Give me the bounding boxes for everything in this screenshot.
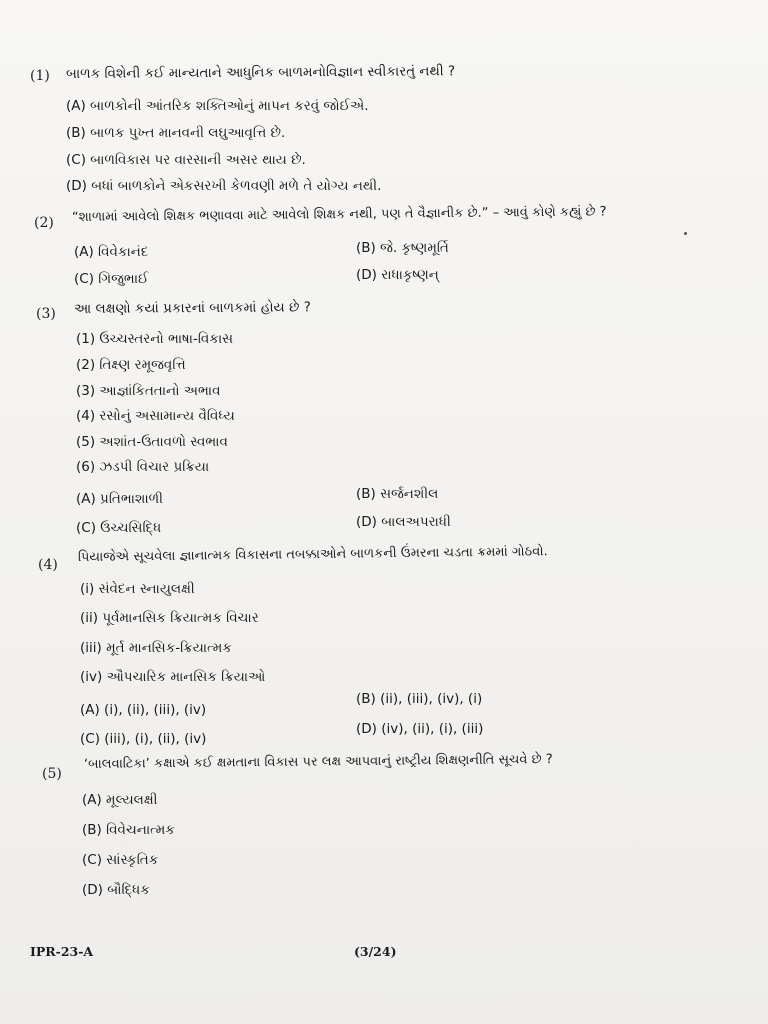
option-a: (A) પ્રતિભાશાળી bbox=[76, 491, 164, 507]
list-item: (2) તિક્ષ્ણ રમૂજવૃત્તિ bbox=[76, 357, 186, 373]
list-item: (ii) પૂર્વમાનસિક ક્રિયાત્મક વિચાર bbox=[80, 610, 259, 626]
option-c: (C) સાંસ્કૃતિક bbox=[82, 852, 159, 868]
stray-mark bbox=[684, 232, 687, 235]
option-d: (D) બાલઅપરાધી bbox=[356, 514, 451, 530]
question-text: “શાળામાં આવેલો શિક્ષક ભણાવવા માટે આવેલો શિક્ષક નથી, પણ તે વૈજ્ઞાનીક છે.” – આવું કોણે કહ્યું છે ? bbox=[71, 204, 607, 225]
question-number: (1) bbox=[30, 68, 50, 84]
list-item: (iv) ઔપચારિક માનસિક ક્રિયાઓ bbox=[80, 669, 266, 685]
option-b: (B) (ii), (iii), (iv), (i) bbox=[356, 691, 483, 707]
option-d: (D) (iv), (ii), (i), (iii) bbox=[356, 721, 484, 737]
question-text: આ લક્ષણો કયાં પ્રકારનાં બાળકમાં હોય છે ? bbox=[73, 299, 311, 317]
question-number: (5) bbox=[42, 766, 62, 782]
page-number: (3/24) bbox=[354, 944, 397, 959]
question-text: પિયાજેએ સૂચવેલા જ્ઞાનાત્મક વિકાસના તબક્કાઓને બાળકની ઉંમરના ચડતા ક્રમમાં ગોઠવો. bbox=[77, 544, 548, 565]
option-b: (B) બાળક પુખ્ત માનવની લઘુઆવૃત્તિ છે. bbox=[66, 125, 286, 141]
list-item: (6) ઝડપી વિચાર પ્રક્રિયા bbox=[76, 459, 210, 475]
option-a: (A) (i), (ii), (iii), (iv) bbox=[80, 702, 207, 718]
question-number: (4) bbox=[38, 557, 58, 573]
list-item: (1) ઉચ્ચસ્તરનો ભાષા-વિકાસ bbox=[76, 331, 234, 347]
option-a: (A) મૂલ્યલક્ષી bbox=[82, 792, 158, 808]
option-d: (D) બધાં બાળકોને એકસરખી કેળવણી મળે તે યોગ્ય નથી. bbox=[66, 178, 382, 194]
option-b: (B) સર્જનશીલ bbox=[356, 486, 439, 502]
option-a: (A) બાળકોની આંતરિક શક્તિઓનું માપન કરવું જોઈએ. bbox=[66, 98, 369, 114]
question-number: (3) bbox=[36, 306, 56, 322]
option-c: (C) (iii), (i), (ii), (iv) bbox=[80, 731, 207, 747]
option-c: (C) ઉચ્ચસિદ્ધિ bbox=[76, 520, 162, 536]
list-item: (iii) મૂર્ત માનસિક-ક્રિયાત્મક bbox=[80, 640, 232, 656]
option-c: (C) ગિજુભાઈ bbox=[74, 271, 149, 287]
option-b: (B) જે. કૃષ્ણમૂર્તિ bbox=[356, 240, 449, 256]
option-a: (A) વિવેકાનંદ bbox=[74, 244, 149, 260]
option-b: (B) વિવેચનાત્મક bbox=[82, 822, 175, 838]
list-item: (5) અશાંત-ઉતાવળો સ્વભાવ bbox=[76, 434, 228, 450]
option-d: (D) રાધાકૃષ્ણન્ bbox=[356, 267, 439, 283]
paper-code: IPR-23-A bbox=[30, 944, 94, 959]
list-item: (4) રસોનું અસામાન્ય વૈવિધ્ય bbox=[76, 408, 235, 424]
list-item: (3) આજ્ઞાંકિતતાનો અભાવ bbox=[76, 383, 221, 399]
question-text: બાળક વિશેની કઈ માન્યતાને આધુનિક બાળમનોવિજ્ઞાન સ્વીકારતું નથી ? bbox=[65, 63, 456, 82]
option-d: (D) બૌદ્ધિક bbox=[82, 882, 150, 898]
question-number: (2) bbox=[34, 215, 54, 231]
list-item: (i) સંવેદન સ્નાયુલક્ષી bbox=[80, 581, 195, 597]
option-c: (C) બાળવિકાસ પર વારસાની અસર થાય છે. bbox=[66, 152, 306, 168]
question-text: ‘બાલવાટિકા’ કક્ષાએ કઈ ક્ષમતાના વિકાસ પર લક્ષ આપવાનું રાષ્ટ્રીય શિક્ષણનીતિ સૂચવે છે ? bbox=[83, 752, 553, 772]
